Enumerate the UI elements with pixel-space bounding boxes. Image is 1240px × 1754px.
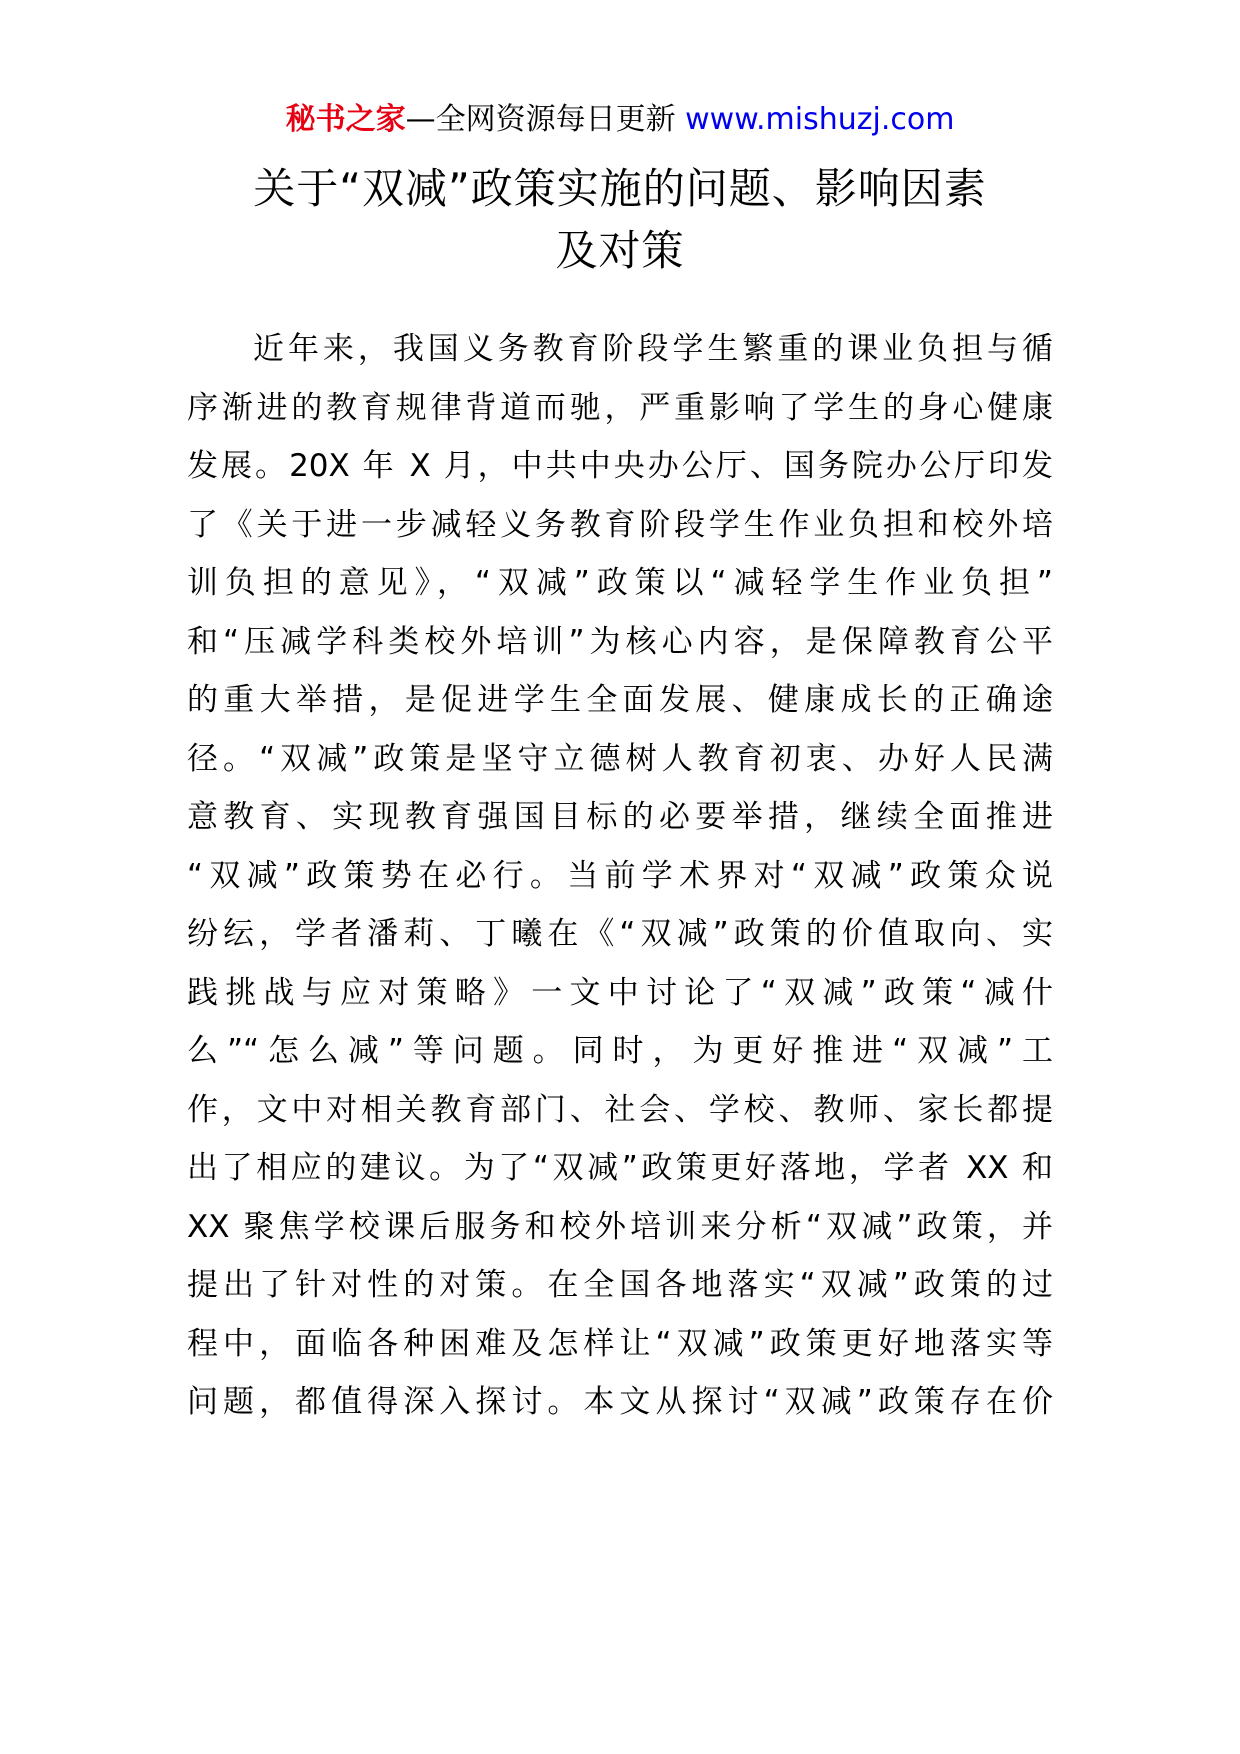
paragraph-line: 发展。20X 年 X 月，中共中央办公厅、国务院办公厅印发 [187, 448, 1053, 484]
paragraph-line: 序渐进的教育规律背道而驰，严重影响了学生的身心健康 [187, 389, 1053, 426]
paragraph-line: XX 聚焦学校课后服务和校外培训来分析“双减”政策，并 [187, 1208, 1053, 1245]
paragraph-line: 纷纭，学者潘莉、丁曦在《“双减”政策的价值取向、实 [187, 916, 1053, 952]
brand-name: 秘书之家 [285, 102, 406, 137]
paragraph-line: 出了相应的建议。为了“双减”政策更好落地，学者 XX 和 [187, 1150, 1053, 1186]
paragraph-line: 意教育、实现教育强国目标的必要举措，继续全面推进 [187, 799, 1053, 835]
paragraph-line: 近年来，我国义务教育阶段学生繁重的课业负担与循 [253, 331, 1053, 367]
title-line: 关于“双减”政策实施的问题、影响因素 [253, 164, 987, 213]
paragraph-line: 程中，面临各种困难及怎样让“双减”政策更好地落实等 [187, 1325, 1053, 1362]
site-link[interactable]: www.mishuzj.com [685, 102, 955, 137]
paragraph-line: 提出了针对性的对策。在全国各地落实“双减”政策的过 [187, 1267, 1053, 1303]
body-paragraph [187, 320, 1053, 1432]
paragraph-line: 了《关于进一步减轻义务教育阶段学生作业负担和校外培 [187, 506, 1053, 543]
site-header [0, 98, 1240, 142]
header-slogan: —全网资源每日更新 [405, 102, 686, 137]
paragraph-line: 么”“怎么减”等问题。同时，为更好推进“双减”工 [187, 1033, 1053, 1069]
paragraph-line: 训负担的意见》，“双减”政策以“减轻学生作业负担” [187, 565, 1053, 601]
paragraph-line: 践挑战与应对策略》一文中讨论了“双减”政策“减什 [187, 974, 1053, 1011]
paragraph-line: 径。“双减”政策是坚守立德树人教育初衷、办好人民满 [187, 740, 1053, 777]
paragraph-line: 作，文中对相关教育部门、社会、学校、教师、家长都提 [187, 1091, 1053, 1128]
paragraph-line: 的重大举措，是促进学生全面发展、健康成长的正确途 [187, 682, 1053, 718]
title-line: 及对策 [555, 226, 685, 275]
paragraph-line: 问题，都值得深入探讨。本文从探讨“双减”政策存在价 [187, 1384, 1053, 1420]
paragraph-line: 和“压减学科类校外培训”为核心内容，是保障教育公平 [187, 623, 1053, 660]
document-title [150, 158, 1090, 282]
paragraph-line: “双减”政策势在必行。当前学术界对“双减”政策众说 [187, 857, 1053, 894]
